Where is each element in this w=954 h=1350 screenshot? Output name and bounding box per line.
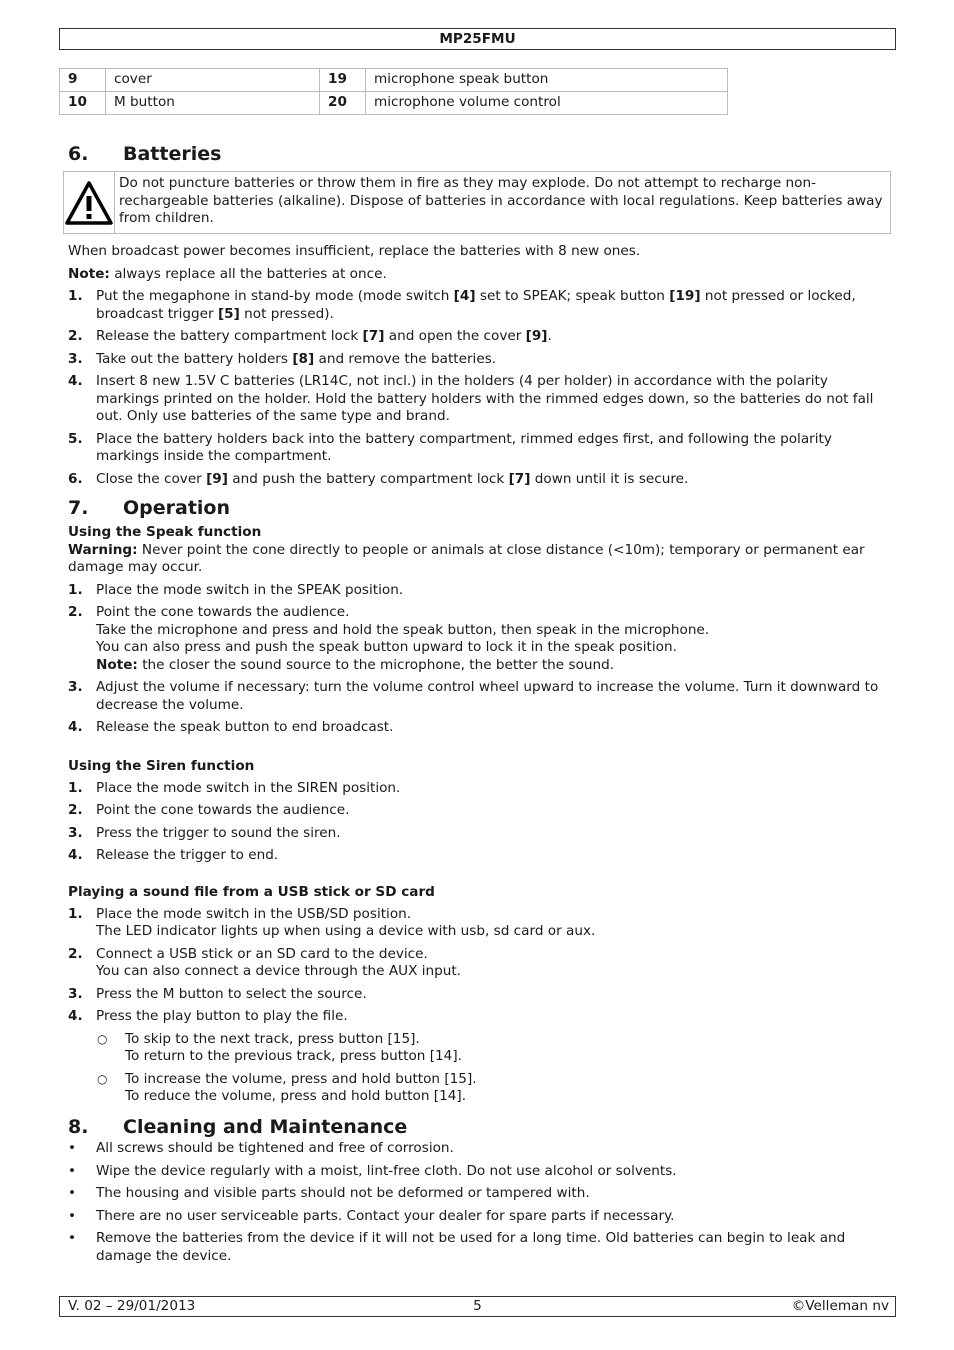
part-description: M button: [106, 92, 320, 115]
part-description: microphone volume control: [366, 92, 728, 115]
bullet-item: • The housing and visible parts should not be deformed or tampered with.: [68, 1185, 590, 1201]
list-item: 4. Release the trigger to end.: [68, 847, 279, 863]
bullet-icon: •: [68, 1230, 77, 1246]
sub-list-item: ○ To increase the volume, press and hold button [15]. To reduce the volume, press and hold button [14].: [97, 1070, 477, 1104]
sub-list-item: ○ To skip to the next track, press button [15]. To return to the previous track, press button [14].: [97, 1030, 462, 1064]
usb-subsection: [68, 884, 890, 1111]
list-item: 2. Release the battery compartment lock [7] and open the cover [9].: [68, 328, 552, 344]
part-description: cover: [106, 69, 320, 92]
page-number: 5: [473, 1298, 482, 1314]
list-item: 1. Put the megaphone in stand-by mode (mode switch [4] set to SPEAK; speak button [19] not pressed or locked, broadcast trigger [5] not pressed).: [68, 288, 856, 322]
batteries-body: [68, 243, 890, 493]
copyright: ©Velleman nv: [791, 1298, 889, 1314]
bullet-item: • There are no user serviceable parts. Contact your dealer for spare parts if necessary.: [68, 1207, 675, 1224]
warning-text: Do not puncture batteries or throw them in fire as they may explode. Do not attempt to recharge non-rechargeable batteries (alkaline). Dispose of batteries in accordance with local regulations. Keep batteries away from children.: [119, 175, 883, 226]
page-header: [59, 28, 896, 50]
list-item: 6. Close the cover [9] and push the battery compartment lock [7] down until it is secure.: [68, 470, 689, 487]
list-item: 2. Point the cone towards the audience. Take the microphone and press and hold the speak button, then speak in the microphone. You can also press and push the speak button upward to lock it in the speak position. Note: the closer the sound source to the microphone, the better the sound.: [68, 604, 710, 673]
list-item: 2. Connect a USB stick or an SD card to the device. You can also connect a device through the AUX input.: [68, 945, 461, 979]
subsection-title: Playing a sound file from a USB stick or SD card: [68, 884, 435, 900]
section-title: 6. Batteries: [68, 143, 222, 165]
list-item: 1. Place the mode switch in the SIREN position.: [68, 779, 401, 796]
battery-steps: [68, 288, 890, 488]
section-title: 8. Cleaning and Maintenance: [68, 1116, 408, 1138]
warning-triangle-icon: [64, 180, 114, 226]
table-row: [60, 69, 728, 92]
operation-section: [68, 496, 890, 742]
part-number: 19: [320, 69, 366, 92]
bullet-item: • Remove the batteries from the device if it will not be used for a long time. Old batteries can begin to leak and damage the device.: [68, 1230, 846, 1264]
battery-warning-box: [63, 171, 891, 234]
warning: Warning: Never point the cone directly to people or animals at close distance (<10m); temporary or permanent ear damage may occur.: [68, 541, 865, 575]
bullet-icon: •: [68, 1207, 77, 1224]
list-item: 3. Take out the battery holders [8] and remove the batteries.: [68, 350, 497, 367]
note: Note: always replace all the batteries at once.: [68, 265, 387, 282]
subsection-title: Using the Speak function: [68, 524, 262, 540]
list-item: 5. Place the battery holders back into the battery compartment, rimmed edges first, and following the polarity markings inside the compartment.: [68, 430, 832, 464]
list-item: 4. Insert 8 new 1.5V C batteries (LR14C, not incl.) in the holders (4 per holder) in accordance with the polarity markings printed on the holder. Hold the battery holders with the rimmed edges down, so the batteries do not fall out. Only use batteries of the same type and brand.: [68, 373, 874, 424]
part-number: 20: [320, 92, 366, 115]
model-name: MP25FMU: [439, 31, 516, 47]
list-item: 1. Place the mode switch in the SPEAK position.: [68, 581, 404, 598]
part-description: microphone speak button: [366, 69, 728, 92]
bullet-icon: •: [68, 1185, 77, 1201]
table-row: [60, 92, 728, 115]
part-number: 10: [60, 92, 106, 115]
section-title: 7. Operation: [68, 497, 231, 519]
list-item: 3. Adjust the volume if necessary: turn the volume control wheel upward to increase the volume. Turn it downward to decrease the volume.: [68, 679, 879, 713]
circle-bullet-icon: ○: [97, 1031, 108, 1046]
version-date: V. 02 – 29/01/2013: [68, 1298, 196, 1314]
list-item: 2. Point the cone towards the audience.: [68, 802, 350, 818]
bullet-icon: •: [68, 1140, 77, 1156]
page-footer: [59, 1296, 896, 1317]
list-item: 1. Place the mode switch in the USB/SD position. The LED indicator lights up when using a device with usb, sd card or aux.: [68, 905, 596, 939]
bullet-item: • All screws should be tightened and free of corrosion.: [68, 1140, 454, 1156]
list-item: 3. Press the trigger to sound the siren.: [68, 824, 341, 841]
subsection-title: Using the Siren function: [68, 758, 255, 774]
cleaning-section: [68, 1115, 890, 1270]
list-item: 4. Release the speak button to end broadcast.: [68, 719, 394, 735]
parts-table: [59, 68, 728, 115]
intro-text: When broadcast power becomes insufficient, replace the batteries with 8 new ones.: [68, 243, 641, 259]
circle-bullet-icon: ○: [97, 1071, 108, 1086]
part-number: 9: [60, 69, 106, 92]
bullet-icon: •: [68, 1162, 77, 1179]
batteries-section: [68, 142, 890, 166]
list-item: 4. Press the play button to play the file.: [68, 1008, 348, 1024]
bullet-item: • Wipe the device regularly with a moist, lint-free cloth. Do not use alcohol or solvents.: [68, 1162, 677, 1179]
list-item: 3. Press the M button to select the source.: [68, 985, 367, 1002]
siren-subsection: [68, 758, 890, 870]
